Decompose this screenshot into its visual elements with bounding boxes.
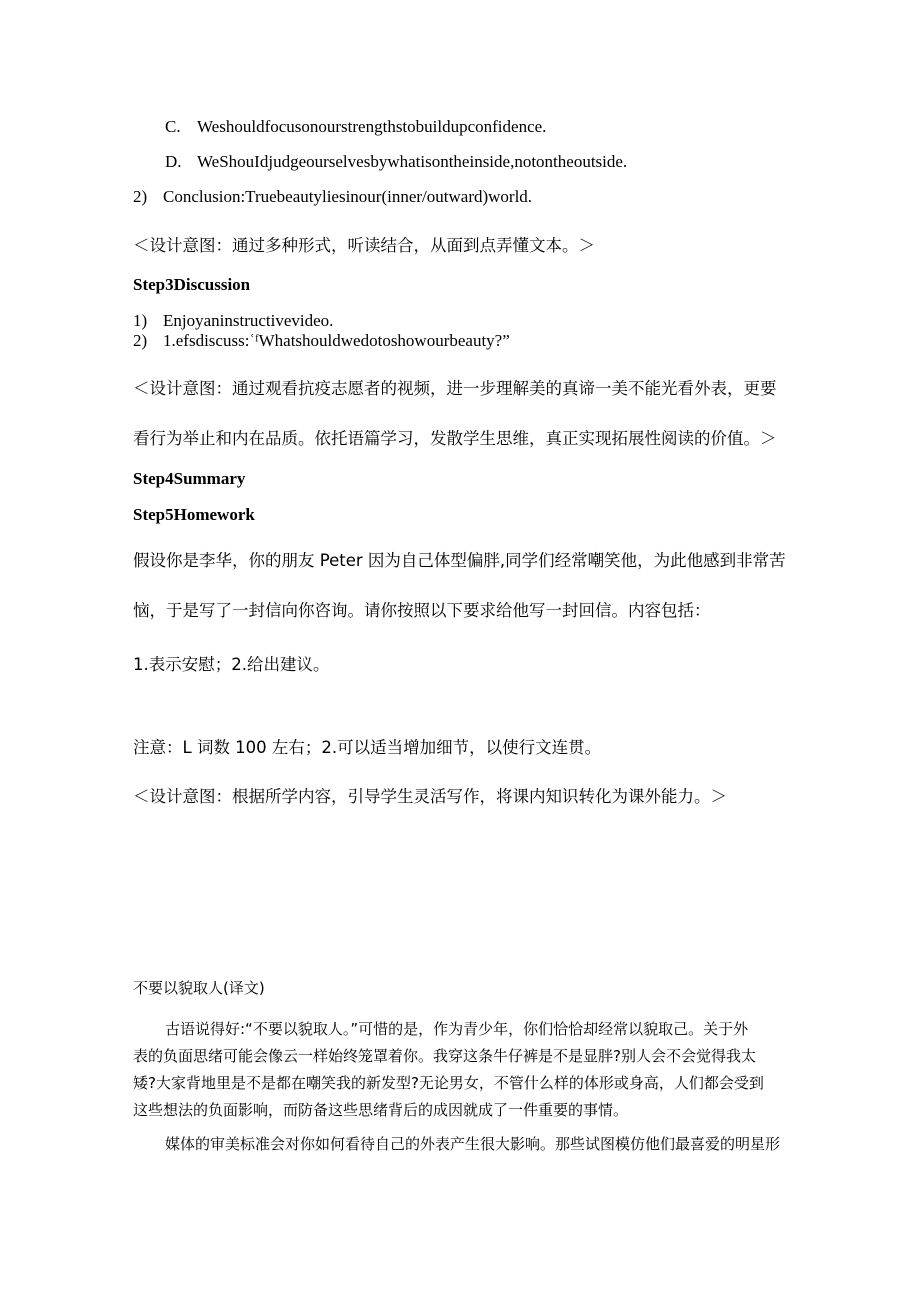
step5-heading: Step5Homework xyxy=(133,505,255,524)
conclusion-line xyxy=(133,187,532,207)
homework-line-1: 假设你是李华，你的朋友 Peter 因为自己体型偏胖,同学们经常嘲笑他，为此他感到非常苦 xyxy=(133,551,786,570)
translation-title: 不要以貌取人(译文) xyxy=(133,979,265,997)
homework-note: 注意：L 词数 100 左右；2.可以适当增加细节，以使行文连贯。 xyxy=(133,738,602,757)
step3-item-2-number: 2) xyxy=(133,331,148,350)
design-intent-1: ＜设计意图：通过多种形式，听读结合，从面到点弄懂文本。＞ xyxy=(133,236,595,255)
design-intent-2-line-2: 看行为举止和内在品质。依托语篇学习，发散学生思维，真正实现拓展性阅读的价值。＞ xyxy=(133,429,777,448)
translation-p2-line-1: 媒体的审美标准会对你如何看待自己的外表产生很大影响。那些试图模仿他们最喜爱的明星形 xyxy=(165,1135,781,1153)
option-c-label: C. xyxy=(165,117,181,136)
step3-item-1-number: 1) xyxy=(133,311,148,330)
translation-p1-line-4: 这些想法的负面影响，而防备这些思绪背后的成因就成了一件重要的事情。 xyxy=(133,1101,629,1119)
step3-item-2-text: 1.efsdiscuss:ʿᶠWhatshouldwedotoshowourbeauty?” xyxy=(163,331,510,350)
step3-item-2 xyxy=(133,331,510,351)
conclusion-text: Conclusion:Truebeautyliesinour(inner/outward)world. xyxy=(163,187,533,206)
design-intent-2-line-1: ＜设计意图：通过观看抗疫志愿者的视频，进一步理解美的真谛一美不能光看外表，更要 xyxy=(133,379,777,398)
conclusion-number: 2) xyxy=(133,187,148,206)
option-c-text: Weshouldfocusonourstrengthstobuildupconfidence. xyxy=(197,117,547,136)
option-c xyxy=(165,117,546,137)
option-d xyxy=(165,152,627,172)
homework-requirements: 1.表示安慰；2.给出建议。 xyxy=(133,655,330,674)
step3-item-1-text: Enjoyaninstructivevideo. xyxy=(163,311,334,330)
translation-p1-line-3: 矮?大家背地里是不是都在嘲笑我的新发型?无论男女，不管什么样的体形或身高，人们都会受到 xyxy=(133,1074,764,1092)
homework-line-2: 恼，于是写了一封信向你咨询。请你按照以下要求给他写一封回信。内容包括： xyxy=(133,601,711,620)
option-d-label: D. xyxy=(165,152,182,171)
design-intent-3: ＜设计意图：根据所学内容，引导学生灵活写作，将课内知识转化为课外能力。＞ xyxy=(133,787,727,806)
translation-p1-line-2: 表的负面思绪可能会像云一样始终笼罩着你。我穿这条牛仔裤是不是显胖?别人会不会觉得我太 xyxy=(133,1047,756,1065)
translation-p1-line-1: 古语说得好:“不要以貌取人。”可惜的是，作为青少年，你们恰恰却经常以貌取己。关于外 xyxy=(165,1020,749,1038)
step3-item-1 xyxy=(133,311,333,331)
option-d-text: WeShouIdjudgeourselvesbywhatisontheinside,notontheoutside. xyxy=(197,152,628,171)
step4-heading: Step4Summary xyxy=(133,469,246,488)
step3-heading: Step3Discussion xyxy=(133,275,251,294)
